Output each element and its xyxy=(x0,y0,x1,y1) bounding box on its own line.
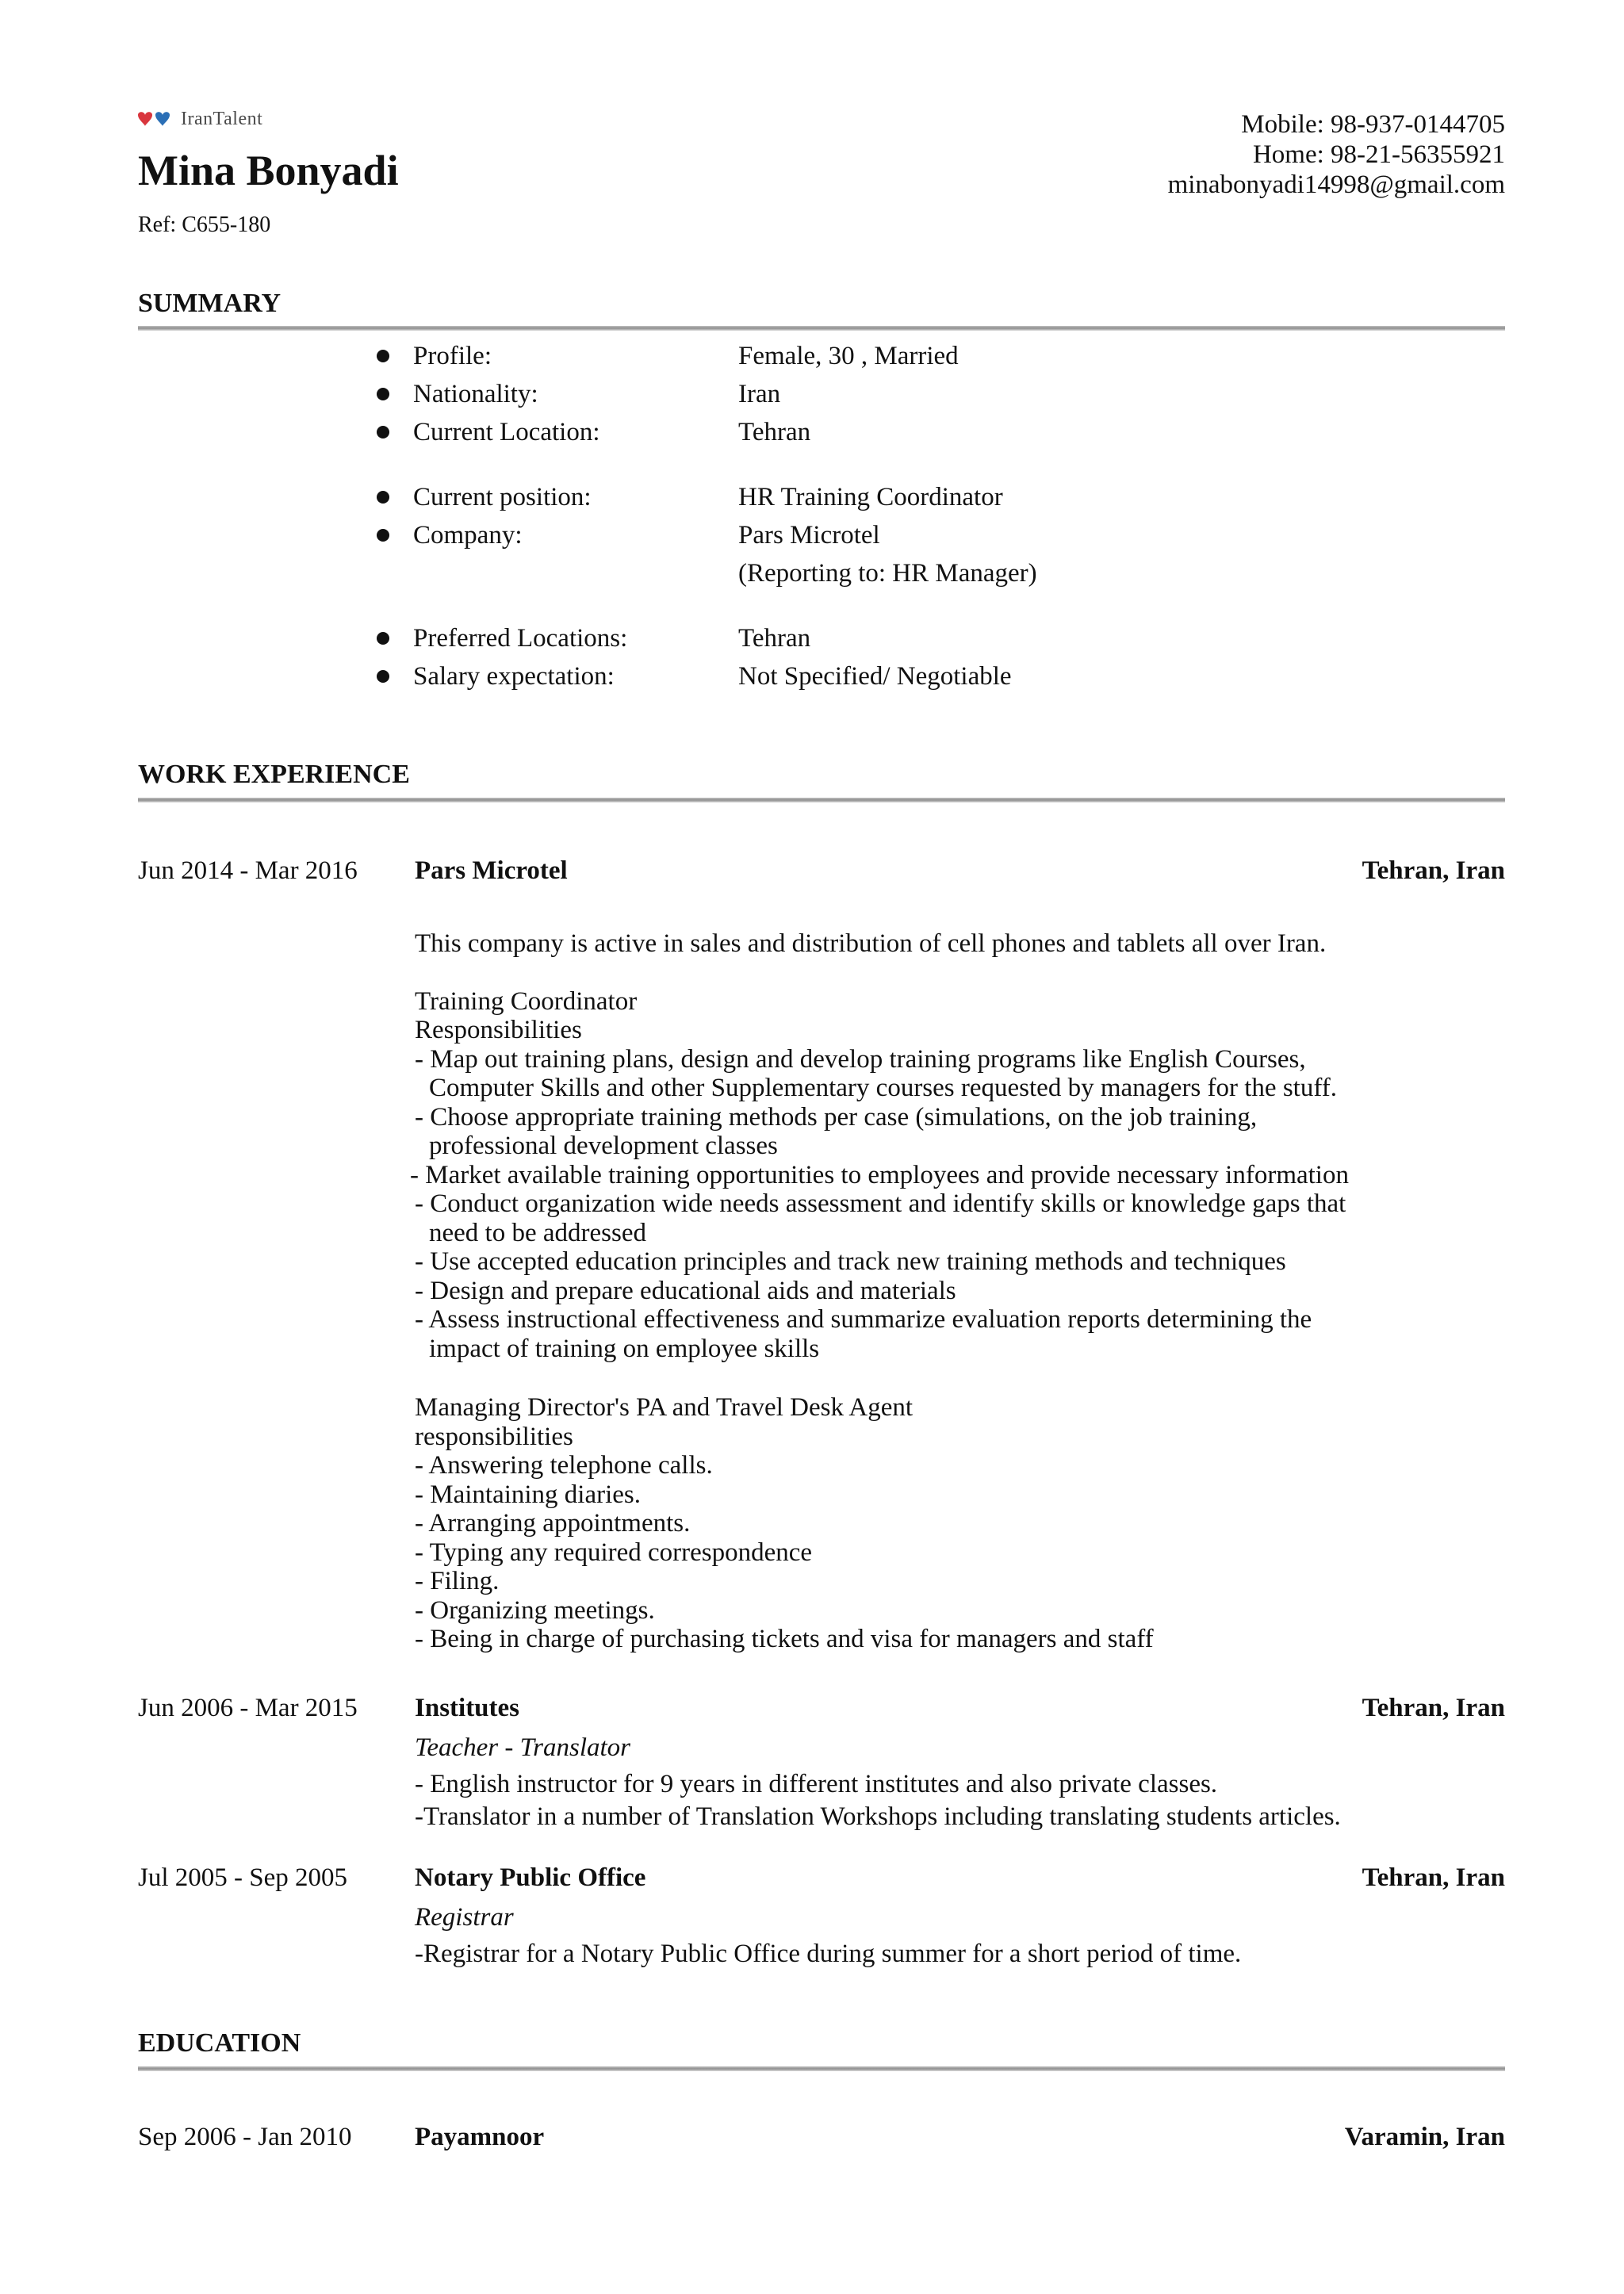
job-date: Jun 2006 - Mar 2015 xyxy=(138,1694,358,1722)
responsibility-line: - Being in charge of purchasing tickets and visa for managers and staff xyxy=(415,1625,1154,1653)
education-date: Sep 2006 - Jan 2010 xyxy=(138,2123,352,2151)
education-divider xyxy=(138,2066,1505,2071)
summary-value: HR Training Coordinator xyxy=(738,482,1003,511)
summary-label: Current position: xyxy=(413,482,592,511)
reference-code: Ref: C655-180 xyxy=(138,213,271,237)
summary-item xyxy=(377,375,1037,413)
logo-text: IranTalent xyxy=(181,108,263,129)
job-role: Teacher - Translator xyxy=(415,1733,630,1762)
job-details xyxy=(410,929,1349,1654)
summary-label: Preferred Locations: xyxy=(413,623,628,653)
role-subtitle: responsibilities xyxy=(415,1422,573,1451)
responsibility-line: - Map out training plans, design and develop training programs like English Courses, xyxy=(415,1044,1306,1074)
role-title: Managing Director's PA and Travel Desk Agent xyxy=(415,1393,914,1422)
summary-value: Tehran xyxy=(738,417,811,446)
summary-value: Not Specified/ Negotiable xyxy=(738,661,1012,691)
irantalent-logo xyxy=(135,103,262,135)
summary-list xyxy=(377,337,1037,695)
job-duty-line: -Registrar for a Notary Public Office during summer for a short period of time. xyxy=(415,1940,1242,1968)
responsibility-line: professional development classes xyxy=(429,1132,778,1160)
company-description: This company is active in sales and distribution of cell phones and tablets all over Iran. xyxy=(415,929,1327,958)
education-institution: Payamnoor xyxy=(415,2123,545,2151)
responsibility-line: Computer Skills and other Supplementary courses requested by managers for the stuff. xyxy=(429,1074,1337,1102)
job-details xyxy=(415,1899,1241,1972)
role-subtitle: Responsibilities xyxy=(415,1016,582,1044)
education-location: Varamin, Iran xyxy=(1344,2123,1505,2151)
bullet-icon xyxy=(377,529,389,542)
job-date: Jun 2014 - Mar 2016 xyxy=(138,856,358,885)
job-duty-line: -Translator in a number of Translation Workshops including translating students articles. xyxy=(415,1802,1341,1831)
candidate-name: Mina Bonyadi xyxy=(138,147,399,194)
responsibility-line: - Arranging appointments. xyxy=(415,1509,691,1538)
home-number: Home: 98-21-56355921 xyxy=(1252,140,1505,169)
responsibility-line: - Maintaining diaries. xyxy=(415,1480,642,1509)
summary-value: Tehran xyxy=(738,623,811,653)
bullet-icon xyxy=(377,670,389,683)
responsibility-line: - Choose appropriate training methods per case (simulations, on the job training, xyxy=(415,1102,1258,1132)
work-experience-divider xyxy=(138,798,1505,802)
company-reporting-note: (Reporting to: HR Manager) xyxy=(738,558,1037,588)
job-location: Tehran, Iran xyxy=(1362,1863,1505,1892)
summary-value: Female, 30 , Married xyxy=(738,341,959,370)
summary-item xyxy=(377,657,1037,695)
summary-item xyxy=(377,478,1037,516)
summary-heading: SUMMARY xyxy=(138,289,282,318)
bullet-icon xyxy=(377,350,389,362)
logo-hearts-icon xyxy=(135,109,176,129)
summary-value: Pars Microtel xyxy=(738,520,880,550)
email-address[interactable]: minabonyadi14998@gmail.com xyxy=(1167,170,1505,199)
summary-label: Nationality: xyxy=(413,379,538,408)
responsibility-line: - Market available training opportunities to employees and provide necessary information xyxy=(410,1160,1349,1189)
summary-item xyxy=(377,516,1037,554)
summary-label: Salary expectation: xyxy=(413,661,615,691)
contact-block xyxy=(1168,109,1505,200)
summary-divider xyxy=(138,326,1505,331)
summary-label: Current Location: xyxy=(413,417,600,446)
bullet-icon xyxy=(377,491,389,504)
job-details xyxy=(415,1729,1341,1831)
summary-label: Profile: xyxy=(413,341,492,370)
work-experience-heading: WORK EXPERIENCE xyxy=(138,760,410,789)
job-location: Tehran, Iran xyxy=(1362,1694,1505,1722)
role-title: Training Coordinator xyxy=(415,986,638,1016)
summary-item xyxy=(377,619,1037,657)
summary-item xyxy=(377,337,1037,375)
bullet-icon xyxy=(377,426,389,439)
responsibility-line: - Answering telephone calls. xyxy=(415,1451,713,1480)
job-company: Institutes xyxy=(415,1694,520,1722)
responsibility-line: - Organizing meetings. xyxy=(415,1595,655,1625)
summary-label: Company: xyxy=(413,520,523,550)
responsibility-line: - Design and prepare educational aids and materials xyxy=(415,1276,956,1305)
responsibility-line: - Assess instructional effectiveness and summarize evaluation reports determining the xyxy=(415,1305,1312,1334)
responsibility-line: need to be addressed xyxy=(429,1218,646,1247)
bullet-icon xyxy=(377,388,389,400)
responsibility-line: - Use accepted education principles and track new training methods and techniques xyxy=(415,1247,1286,1276)
job-company: Notary Public Office xyxy=(415,1863,646,1892)
mobile-number: Mobile: 98-937-0144705 xyxy=(1241,110,1505,139)
bullet-icon xyxy=(377,632,389,645)
job-location: Tehran, Iran xyxy=(1362,856,1505,885)
job-company: Pars Microtel xyxy=(415,856,568,885)
responsibility-line: - Filing. xyxy=(415,1567,500,1595)
responsibility-line: - Typing any required correspondence xyxy=(415,1538,813,1567)
responsibility-line: - Conduct organization wide needs assessment and identify skills or knowledge gaps that xyxy=(415,1189,1346,1218)
responsibility-line: impact of training on employee skills xyxy=(429,1334,820,1363)
job-date: Jul 2005 - Sep 2005 xyxy=(138,1863,347,1892)
job-duty-line: - English instructor for 9 years in different institutes and also private classes. xyxy=(415,1770,1218,1798)
job-role: Registrar xyxy=(415,1903,514,1932)
summary-value: Iran xyxy=(738,379,781,408)
summary-item xyxy=(377,413,1037,451)
education-heading: EDUCATION xyxy=(138,2028,301,2058)
